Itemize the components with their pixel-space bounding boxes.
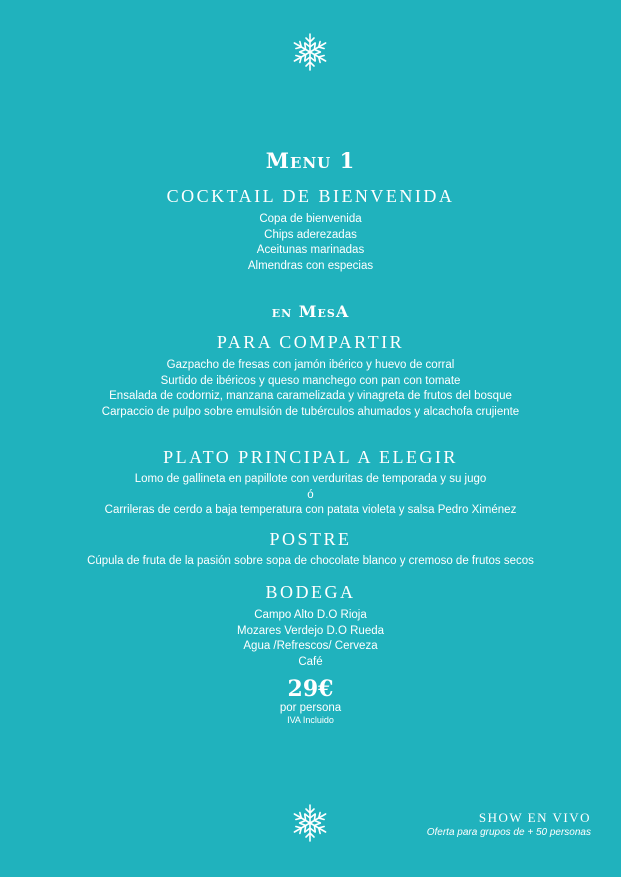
list-item: Mozares Verdejo D.O Rueda bbox=[236, 624, 385, 637]
main-course-items bbox=[0, 472, 621, 519]
snowflake-icon bbox=[290, 803, 330, 843]
list-item: Agua /Refrescos/ Cerveza bbox=[243, 640, 378, 652]
share-items bbox=[0, 358, 621, 420]
table-heading: en MesA bbox=[271, 302, 350, 321]
snowflake-icon bbox=[290, 32, 330, 72]
bodega-section-title: BODEGA bbox=[265, 582, 356, 602]
list-item: Campo Alto D.O Rioja bbox=[254, 609, 367, 621]
dessert-items bbox=[0, 554, 621, 570]
list-item: Café bbox=[298, 655, 323, 668]
dessert-section-title: POSTRE bbox=[269, 529, 352, 549]
list-item: Ensalada de codorniz, manzana caramelizada y vinagreta de frutos del bosque bbox=[109, 390, 512, 402]
list-item: Cúpula de fruta de la pasión sobre sopa de chocolate blanco y cremoso de frutos secos bbox=[87, 555, 534, 567]
list-item: Copa de bienvenida bbox=[259, 213, 362, 225]
menu-title: Menu 1 bbox=[265, 148, 356, 173]
main-course-section-title: PLATO PRINCIPAL A ELEGIR bbox=[163, 447, 458, 467]
list-item: Almendras con especias bbox=[247, 259, 374, 272]
list-item: Aceitunas marinadas bbox=[256, 244, 365, 256]
list-item: Surtido de ibéricos y queso manchego con pan con tomate bbox=[160, 374, 461, 387]
list-item: Carrileras de cerdo a baja temperatura con patata violeta y salsa Pedro Ximénez bbox=[104, 504, 517, 516]
welcome-items bbox=[0, 212, 621, 274]
share-section-title: PARA COMPARTIR bbox=[216, 332, 405, 352]
list-item: Chips aderezadas bbox=[264, 228, 357, 241]
group-offer-note: Oferta para grupos de + 50 personas bbox=[426, 827, 591, 838]
welcome-section-title: COCKTAIL DE BIENVENIDA bbox=[166, 186, 455, 206]
list-item: ó bbox=[307, 488, 314, 501]
list-item: Gazpacho de fresas con jamón ibérico y huevo de corral bbox=[166, 359, 455, 371]
list-item: Carpaccio de pulpo sobre emulsión de tubérculos ahumados y alcachofa crujiente bbox=[101, 405, 520, 418]
price-vat-note: IVA Incluido bbox=[287, 715, 334, 725]
show-title: SHOW EN VIVO bbox=[478, 810, 591, 825]
list-item: Lomo de gallineta en papillote con verduritas de temporada y su jugo bbox=[134, 473, 487, 485]
price-amount: 29€ bbox=[287, 676, 334, 702]
price-per-person: por persona bbox=[279, 702, 342, 714]
bodega-items bbox=[0, 608, 621, 670]
